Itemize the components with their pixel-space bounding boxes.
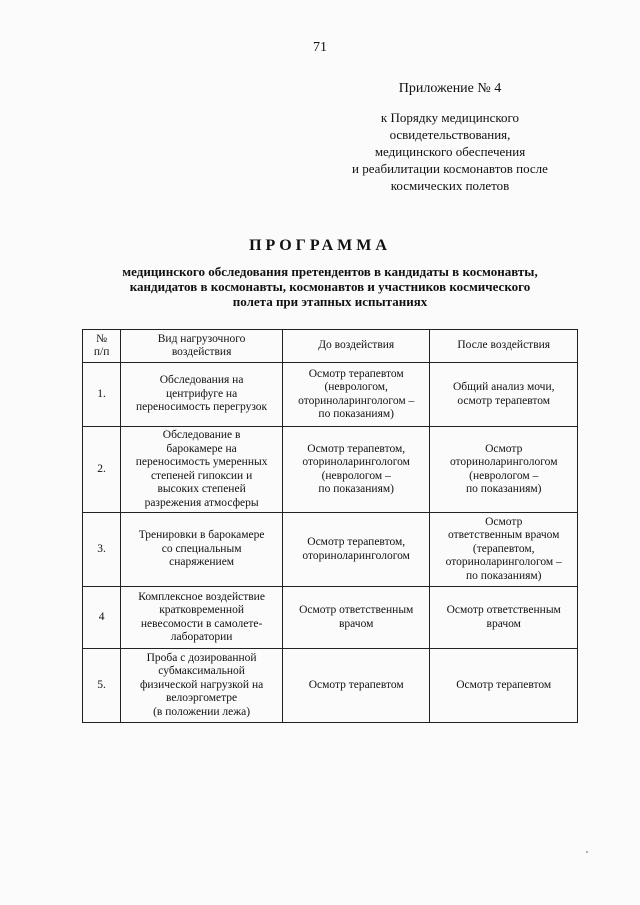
cell-line: велоэргометре (166, 692, 238, 705)
cell-line: Осмотр терапевтом, (307, 442, 406, 455)
appendix-line: освидетельствования, (389, 127, 511, 142)
table-row (83, 427, 578, 513)
appendix-line: и реабилитации космонавтов после (352, 161, 548, 176)
cell-line: Осмотр ответственным (299, 604, 414, 616)
appendix-line: к Порядку медицинского (380, 110, 520, 125)
cell-line: Проба с дозированной (146, 651, 257, 664)
header-line: воздействия (171, 346, 232, 358)
cell-before (282, 427, 430, 513)
cell-after (430, 513, 578, 587)
row-number: 1. (83, 363, 121, 427)
header-before (282, 330, 430, 363)
cell-after (430, 427, 578, 513)
row-number: 5. (83, 649, 121, 723)
header-line: До воздействия (318, 339, 395, 352)
cell-line: оториноларингологом (302, 456, 410, 468)
cell-after (430, 649, 578, 723)
cell-load-type (121, 363, 283, 427)
cell-line: Комплексное воздействие (138, 590, 265, 603)
page-number: 71 (313, 40, 327, 55)
header-line: № (96, 332, 108, 345)
header-after (430, 330, 578, 363)
row-number: 2. (83, 427, 121, 513)
cell-line: кратковременной (159, 604, 244, 616)
header-number (83, 330, 121, 363)
table-header-row (83, 330, 578, 363)
cell-line: по показаниям) (465, 569, 542, 582)
header-line: п/п (93, 346, 110, 358)
cell-line: врачом (338, 617, 374, 630)
cell-line: Осмотр терапевтом (456, 678, 552, 691)
cell-line: Осмотр ответственным (446, 604, 561, 616)
cell-load-type (121, 587, 283, 649)
cell-line: степеней гипоксии и (150, 469, 253, 482)
cell-line: (неврологом – (321, 469, 391, 482)
cell-line: снаряжением (169, 556, 235, 569)
cell-line: Осмотр терапевтом (308, 367, 404, 380)
cell-line: Тренировки в барокамере (138, 529, 265, 542)
table-row (83, 513, 578, 587)
cell-line: переносимость перегрузок (136, 401, 268, 414)
header-line: Вид нагрузочного (157, 332, 246, 345)
cell-line: оториноларингологом – (298, 394, 415, 407)
cell-line: оториноларингологом – (445, 556, 562, 569)
cell-line: Осмотр (485, 515, 523, 528)
cell-line: физической нагрузкой на (139, 678, 264, 691)
cell-line: (неврологом, (324, 381, 388, 393)
row-number: 4 (83, 587, 121, 649)
cell-line: барокамере на (166, 442, 237, 455)
cell-line: разрежения атмосферы (144, 496, 259, 509)
program-title: ПРОГРАММА (249, 237, 391, 254)
appendix-block (300, 80, 600, 194)
scan-artifact (586, 851, 588, 853)
cell-after (430, 587, 578, 649)
cell-before (282, 363, 430, 427)
cell-line: Осмотр терапевтом (308, 678, 404, 691)
cell-line: оториноларингологом (302, 549, 410, 562)
cell-line: со специальным (161, 542, 242, 555)
cell-line: высоких степеней (157, 483, 246, 495)
examination-table (82, 329, 578, 723)
row-number: 3. (83, 513, 121, 587)
cell-line: Общий анализ мочи, (452, 381, 555, 393)
table-row (83, 363, 578, 427)
cell-line: Обследования на (159, 374, 244, 387)
subtitle-line: медицинского обследования претендентов в кандидаты в космонавты, (122, 264, 538, 279)
cell-before (282, 649, 430, 723)
program-subtitle (70, 264, 590, 309)
appendix-line: медицинского обеспечения (374, 144, 526, 159)
cell-line: по показаниям) (465, 483, 542, 495)
cell-line: центрифуге на (165, 387, 238, 400)
cell-before (282, 513, 430, 587)
cell-line: врачом (486, 617, 521, 630)
cell-line: по показаниям) (318, 483, 394, 495)
cell-line: Осмотр терапевтом, (307, 536, 406, 548)
subtitle-line: полета при этапных испытаниях (232, 294, 428, 309)
cell-line: Обследование в (162, 429, 241, 441)
cell-load-type (121, 649, 283, 723)
subtitle-line: кандидатов в космонавты, космонавтов и участников космического (129, 279, 531, 294)
cell-line: (терапевтом, (472, 542, 535, 555)
cell-after (430, 363, 578, 427)
cell-line: по показаниям) (318, 408, 394, 420)
cell-line: ответственным врачом (447, 529, 560, 542)
cell-line: субмаксимальной (158, 665, 245, 678)
header-load-type (121, 330, 283, 363)
cell-line: осмотр терапевтом (457, 394, 551, 407)
cell-line: (в положении лежа) (153, 705, 251, 718)
cell-before (282, 587, 430, 649)
cell-load-type (121, 427, 283, 513)
cell-line: (неврологом – (469, 469, 539, 482)
cell-load-type (121, 513, 283, 587)
header-line: После воздействия (457, 339, 551, 352)
appendix-line: космических полетов (390, 178, 510, 193)
cell-line: лаборатории (170, 631, 233, 643)
table-row (83, 649, 578, 723)
table-row (83, 587, 578, 649)
cell-line: Осмотр (485, 442, 523, 455)
appendix-title: Приложение № 4 (398, 81, 502, 96)
cell-line: оториноларингологом (449, 456, 558, 468)
cell-line: переносимость умеренных (135, 456, 268, 468)
cell-line: невесомости в самолете- (140, 617, 263, 630)
